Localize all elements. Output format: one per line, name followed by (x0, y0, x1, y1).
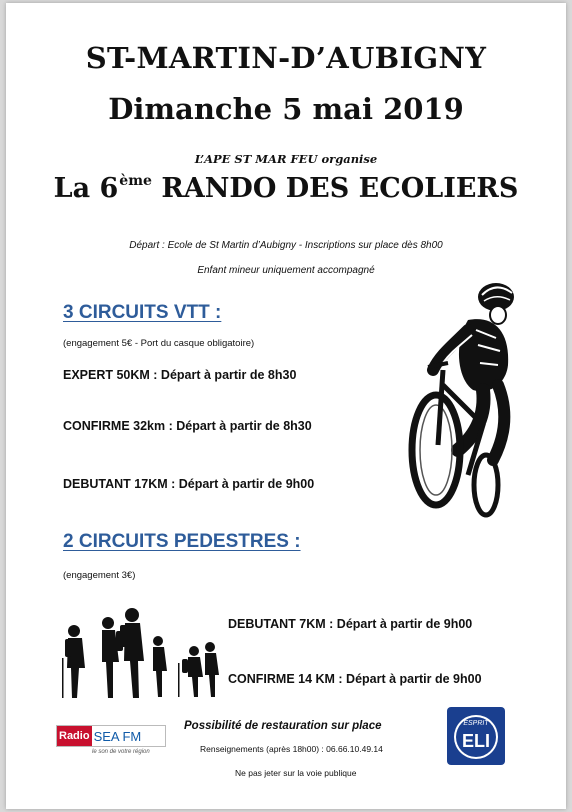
ep-logo-text: ELI (461, 731, 491, 751)
contact-info: Renseignements (après 18h00) : 06.66.10.49.14 (200, 744, 383, 754)
radio-logo-part1: Radio (57, 726, 92, 746)
disposal-note: Ne pas jeter sur la voie publique (235, 768, 357, 778)
town-title: ST-MARTIN-D’AUBIGNY (85, 41, 487, 75)
event-title-prefix: La 6 (53, 173, 119, 204)
radio-logo-tagline: le son de votre région (92, 749, 150, 755)
restauration-info: Possibilité de restauration sur place (184, 720, 382, 732)
departure-info: Départ : Ecole de St Martin d’Aubigny - Inscriptions sur place dès 8h00 (129, 240, 443, 251)
event-title-suffix: RANDO DES ECOLIERS (151, 173, 519, 204)
vtt-engagement: (engagement 5€ - Port du casque obligatoire) (63, 338, 255, 349)
radio-sea-fm-logo (56, 725, 166, 761)
vtt-circuit-expert: EXPERT 50KM : Départ à partir de 8h30 (63, 368, 297, 382)
organizer-line: L’APE ST MAR FEU organise (194, 152, 378, 166)
vtt-circuit-confirme: CONFIRME 32km : Départ à partir de 8h30 (63, 419, 312, 433)
pedestre-heading: 2 CIRCUITS PEDESTRES : (63, 531, 301, 552)
vtt-heading: 3 CIRCUITS VTT : (63, 302, 222, 323)
hikers-illustration (60, 603, 220, 703)
ep-logo-top-text: ESPRIT (463, 720, 489, 727)
pedestre-circuit-confirme: CONFIRME 14 KM : Départ à partir de 9h00 (228, 672, 482, 686)
radio-logo-part2: SEA FM (93, 728, 142, 744)
pedestre-circuit-debutant: DEBUTANT 7KM : Départ à partir de 9h00 (228, 617, 473, 631)
minor-notice: Enfant mineur uniquement accompagné (197, 265, 375, 276)
esprit-eli-logo (447, 707, 505, 765)
event-date: Dimanche 5 mai 2019 (108, 92, 464, 126)
cyclist-illustration (398, 275, 528, 525)
poster (6, 3, 566, 809)
vtt-circuit-debutant: DEBUTANT 17KM : Départ à partir de 9h00 (63, 477, 315, 491)
event-title-sup: ème (119, 173, 152, 189)
pedestre-engagement: (engagement 3€) (63, 570, 136, 581)
event-title (6, 173, 566, 204)
